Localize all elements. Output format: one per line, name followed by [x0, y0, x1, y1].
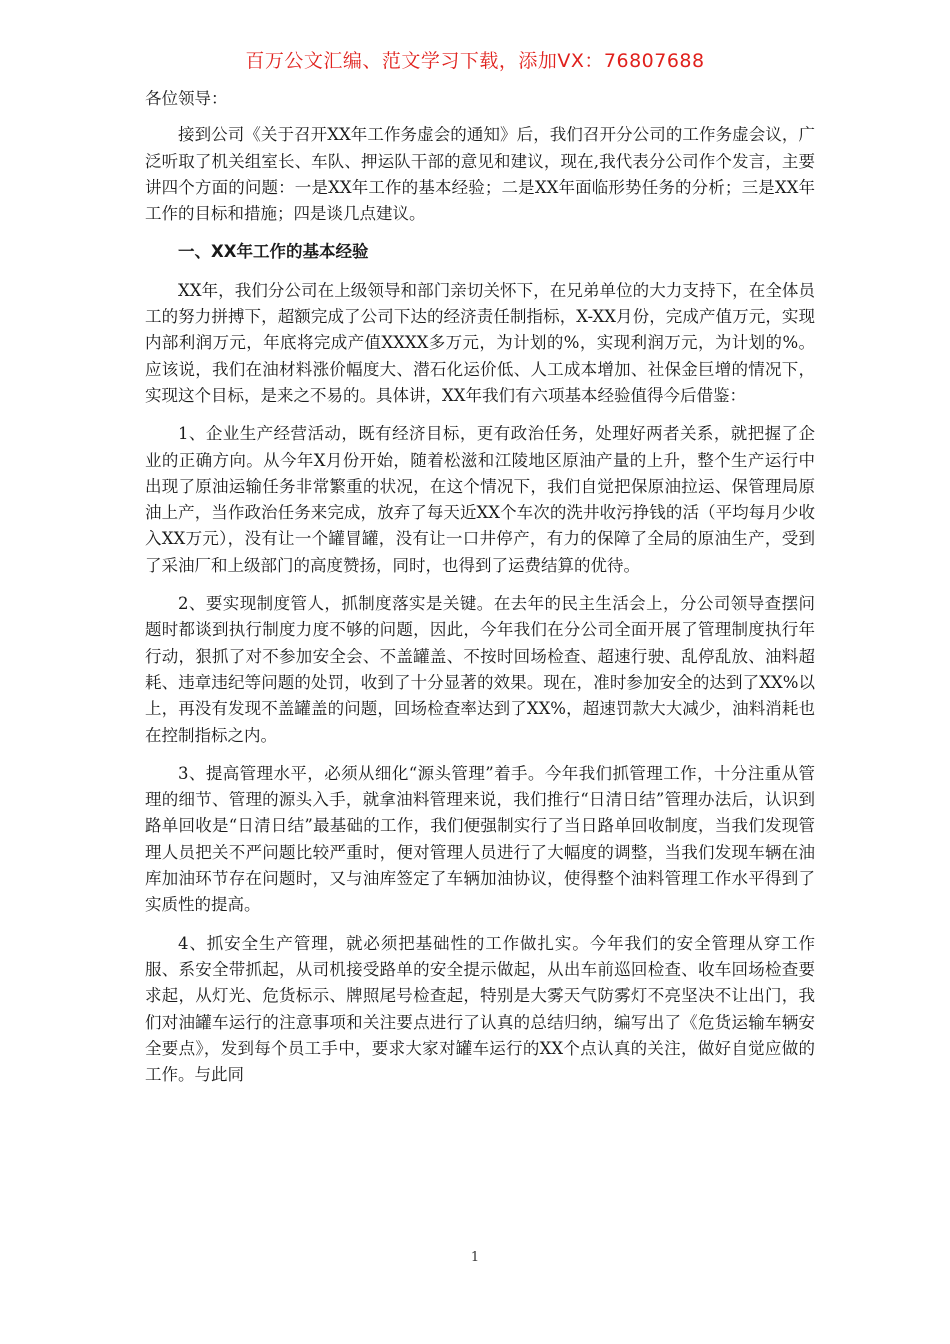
experience-item-4: 4、抓安全生产管理，就必须把基础性的工作做扎实。今年我们的安全管理从穿工作服、系安全带抓起，从司机接受路单的安全提示做起，从出车前巡回检查、收车回场检查要求起，从灯光、危货标示、牌照尾号检查起，特别是大雾天气防雾灯不亮坚决不让出门，我们对油罐车运行的注意事项和关注要点进行了认真的总结归纳，编写出了《危货运输车辆安全要点》，发到每个员工手中，要求大家对罐车运行的XX个点认真的关注，做好自觉应做的工作。与此同 — [145, 933, 815, 1085]
salutation: 各位领导： — [145, 89, 228, 108]
experience-item-3: 3、提高管理水平，必须从细化“源头管理”着手。今年我们抓管理工作，十分注重从管理的细节、管理的源头入手，就拿油料管理来说，我们推行“日清日结”管理办法后，认识到路单回收是“日清日结”最基础的工作，我们便强制实行了当日路单回收制度，当我们发现管理人员把关不严问题比较严重时，便对管理人员进行了大幅度的调整，当我们发现车辆在油库加油环节存在问题时，又与油库签定了车辆加油协议，使得整个油料管理工作水平得到了实质性的提高。 — [145, 763, 815, 915]
download-banner: 百万公文汇编、范文学习下载，添加VX：76807688 — [245, 50, 705, 72]
experience-item-2: 2、要实现制度管人，抓制度落实是关键。在去年的民主生活会上，分公司领导查摆问题时都谈到执行制度力度不够的问题，因此，今年我们在分公司全面开展了管理制度执行年行动，狠抓了对不参加安全会、不盖罐盖、不按时回场检查、超速行驶、乱停乱放、油料超耗、违章违纪等问题的处罚，收到了十分显著的效果。现在，准时参加安全的达到了XX%以上，再没有发现不盖罐盖的问题，回场检查率达到了XX%，超速罚款大大减少，油料消耗也在控制指标之内。 — [145, 594, 815, 745]
page-number: 1 — [470, 1250, 480, 1265]
summary-paragraph: XX年，我们分公司在上级领导和部门亲切关怀下，在兄弟单位的大力支持下，在全体员工的努力拼搏下，超额完成了公司下达的经济责任制指标，X-XX月份，完成产值万元，实现内部利润万元，年底将完成产值XXXX多万元，为计划的%，实现利润万元，为计划的%。应该说，我们在油材料涨价幅度大、潜石化运价低、人工成本增加、社保金巨增的情况下，实现这个目标，是来之不易的。具体讲，XX年我们有六项基本经验值得今后借鉴： — [145, 280, 815, 405]
experience-item-1: 1、企业生产经营活动，既有经济目标，更有政治任务，处理好两者关系，就把握了企业的正确方向。从今年X月份开始，随着松滋和江陵地区原油产量的上升，整个生产运行中出现了原油运输任务非常繁重的状况，在这个情况下，我们自觉把保原油拉运、保管理局原油上产，当作政治任务来完成，放弃了每天近XX个车次的洗井收污挣钱的活（平均每月少收入XX万元），没有让一个罐冒罐，没有让一口井停产，有力的保障了全局的原油生产，受到了采油厂和上级部门的高度赞扬，同时，也得到了运费结算的优待。 — [145, 424, 815, 575]
intro-paragraph: 接到公司《关于召开XX年工作务虚会的通知》后，我们召开分公司的工作务虚会议，广泛听取了机关组室长、车队、押运队干部的意见和建议，现在,我代表分公司作个发言，主要讲四个方面的问题：一是XX年工作的基本经验；二是XX年面临形势任务的分析；三是XX年工作的目标和措施；四是谈几点建议。 — [145, 125, 815, 224]
document-body — [145, 86, 815, 1100]
section-heading: 一、XX年工作的基本经验 — [178, 242, 369, 262]
